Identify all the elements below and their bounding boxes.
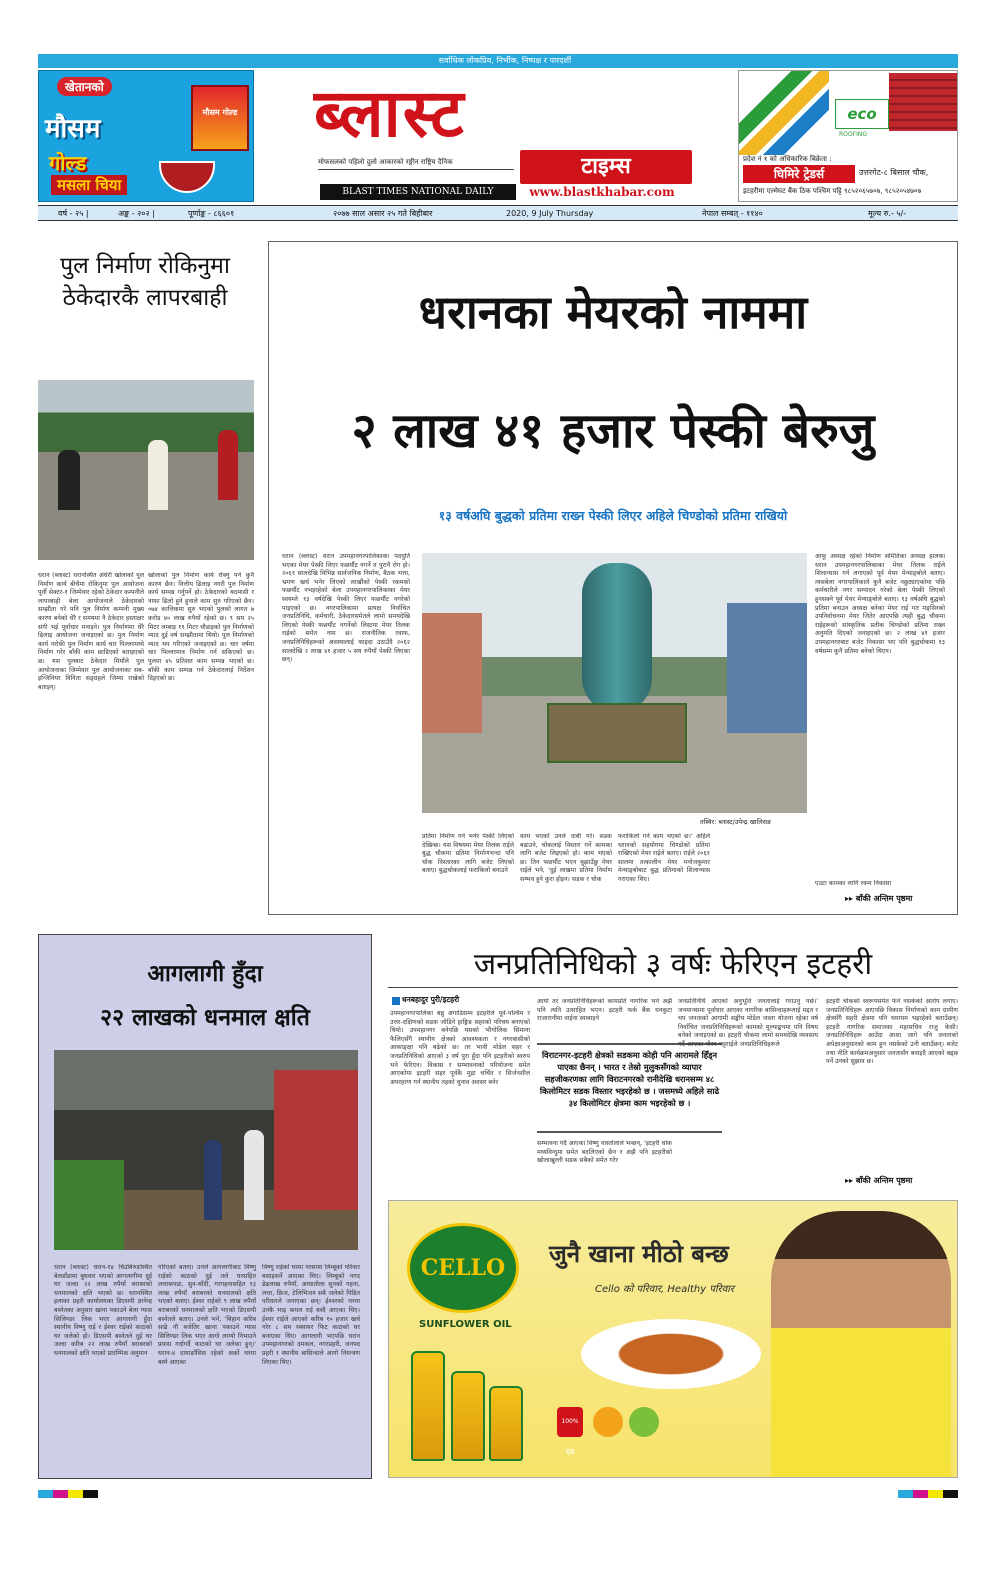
ad-name-1: मौसम [45,114,101,144]
lead-column-right: आफू अध्यक्ष रहेको निर्माण समितिका अध्यक्ष हालका धरान उपमहानगरपालिकाका मेयर तिलक राईले शिलान्यास गर्न लगाएको पूर्व मेयर मेन्याङ्बोले बताए। त्यसबेला नगरपालिकाले कुनै बजेट नछुट्याएकोमा पछि कर्मचारीले नगर सम्पादन गरेको बेला पेस्की लिएको हुनसक्ने पूर्व मेयर मेन्याङ्बोले बताए। १३ वर्षअघि बुद्धको प्रतिमा बनाउन अध्यक्ष बनेका मेयर राई गत मङ्सिरको उपनिर्वाचनमा मेयर जितेर आएपछि त्यही बुद्ध चौकमा राईहरूको सांस्कृतिक प्रतीक चिण्डोको प्रतिमा राख्न अनुमति दिएको जनाइएको छ। २ लाख ४१ हजार उपमहानगरबाट बजेट निकासा भए पनि बुद्धचोकमा १३ वर्षसम्म कुनै प्रतिमा बनेको थिएन। [815,553,945,655]
tea-box-image [191,85,249,151]
masthead-national: BLAST TIMES NATIONAL DAILY [320,184,516,200]
itahari-headline[interactable]: जनप्रतिनिधिको ३ वर्षः फेरिएन इटहरी [388,943,958,988]
plants [54,1160,124,1250]
roof-image [889,73,957,131]
lead-column-right-tail: एउटा कामका लागि रकम निकासा [815,880,892,887]
price: मूल्य रु.- ५/- [868,209,907,218]
building [727,603,807,733]
ad-brand: खेतानको [57,77,112,96]
dealer-line: प्रदेश नं १ को अधिकारिक बिक्रेता : [743,155,832,163]
fire-headline-2[interactable]: २२ लाखको धनमाल क्षति [100,1004,310,1031]
police-figure [204,1140,222,1220]
tea-cup-image [159,161,215,193]
shop-name: घिमिरे ट्रेडर्स [743,165,855,183]
itahari-column-3: जनप्रतिनिधि आएको अनुभूति जनतालाई गराउनु पर्छ।' जनमानसमा पूर्वाधार आएका नागरिक बासिन्दाहरूलाई मद्दत र थप जनताको आगामी सङ्घीय मोडेल जस्ता योजना रहेका वर्ष निर्वाचित जनप्रतिनिधिहरूको कामको मूल्याङ्कनमा पनि विषय बनेको जनाइएको छ। इटहरी चौकमा लामो समयदेखि व्यवसाय गर्दै आएका गौरव भट्टराईले जनप्रतिनिधिहरूले [678,998,818,1048]
roofing-advertisement[interactable] [738,70,958,202]
itahari-column-1: उपमहानगरपालिका बन्नु अगाडिसम्म इटहरीले पूर्व-पश्चिम र उत्तर-दक्षिणको सडक जोडिने हाङ्गिङ सहरको परिचय बनाएको थियो। उपमहानगर बनेपछि यसको भौगोलिक सिमाना फैलिएसँगै स्थानीय क्षेत्रको आवश्यकता र नगरबासीको आकाङ्क्षा पनि बढेको छ। तर भावी मोडेल सहर र जनप्रतिनिधिको आएको ३ वर्ष पुरा हुँदा पनि इटहरीको स्वरुप भने फेरिएन। विकास र सम्भावनाको परियोजना समेत आएकोमा इटहरी सहर पूर्वकै मुद्रा चर्चित र सिर्जनशील अपरहरण गर्न स्थानीय तहको चुनाव अवसर बनेर [390,1010,530,1086]
lead-bottom-col-1: प्रतिमा निर्माण गर्ने भनेर पेस्की लिएको देखिन्छ। यस विषयमा मेयर तिलक राईले बुद्ध चौकमा प्रतिमा निर्माणभन्दा पनि चोक विस्तारका लागि बजेट लिएको बताए। बुद्धचोकलाई फराकिलो बनाउने [422,833,514,875]
lead-column-1: धरान (ब्लास्ट) धरान उपमहानगरपालिकाका पदपुर्ति भएका मेयर पेस्की लिएर फछर्यौट नगर्ने त पुरानै रोग हो। २०६१ सालदेखि विभिन्न सार्वजनिक निर्माण, बैठक भत्ता, भ्रमण खर्च भनेर लिएको लाखौंको पेस्की रकमको फछर्यौट नभइरहेको बेला उपमहानगरपालिकाका मेयर स्वयम्ले १३ वर्षदेखि पेस्की लिएर फछर्यौट नगरेको पाइएको छ। नगरपालिकामा प्रत्यक्ष निर्वाचित जनप्रतिनिधि, कर्मचारी, ठेकेदारसमेतले लामो समयदेखि लिएको पेस्की फछर्यौट नगर्नेको लिस्टमा मेयर तिलक राईको समेत नाम छ। राजनीतिक रवाफ, जनप्रतिनिधिहरूको अवस्थालाई फाइदा उठाउँदै २०६२ सालदेखि २ लाख ४१ हजार ५ सय रुपैयाँ पेस्की लिएका छन्। [282,553,410,664]
lead-headline-2[interactable]: २ लाख ४१ हजार पेस्की बेरुजु [351,403,875,459]
chindo-statue [582,563,652,713]
tea-box-label: मौसम गोल्ड [202,108,238,117]
story1-headline[interactable]: पुल निर्माण रोकिनुमा ठेकेदारकै लापरबाही [60,253,230,311]
chindo-statue-photo [422,553,807,813]
masthead-times: टाइम्स [520,150,692,184]
registration-bar-right [898,1490,958,1498]
fire-headline-1[interactable]: आगलागी हुँदा [147,960,263,987]
ad-name-2: गोल्ड [49,151,87,175]
registration-bar-left [38,1490,98,1498]
ad-subtagline: Cello को परिवार, Healthy परिवार [595,1284,734,1295]
color-stripes-graphic [739,71,829,155]
fire-column-1: धरान (ब्लास्ट) धरान-१४ चिउबिरुङस्थित बेलडाँडामा बुधवार भएको आगलागीमा दुई घर जल्दा २२ लाख रुपैयाँ बराबरको धनमालको क्षति भएको छ। धरानस्थित इलाका प्रहरी कार्यालयका डिएसपी ज्ञानेन्द्र बस्नेतका अनुसार खाना पकाउने बेला ग्यास सिलिण्डर लिक भएर आगलागी हुँदा स्थानीय विष्णु राई र ईश्वर राईको काठको घर जलेको हो। डिएसपी बस्नेतले दुई घर जल्दा करिब २२ लाख रुपैयाँ बराबरको धनमालको क्षति भएको प्रारम्भिक अनुमान [54,1264,152,1357]
lead-bottom-col-2: काम भएको उनले दाबी गरे। सडक बढाउने, चोकलाई विस्तार गर्ने कामका लागि बजेट लिइएको हो। काम भएको छ। तिन फछर्यौट भएन बुझाउँछु मेयर राईले भने, 'दुई लाखमा प्रतिमा निर्माण सम्भव हुने कुरा होइन। सडक र चोक [520,833,612,883]
statue-base [547,703,687,763]
person-figure [148,440,168,510]
eco-logo: eco [835,99,889,129]
cello-oil-advertisement[interactable] [388,1200,958,1478]
ad-name-3: मसला चिया [51,175,127,195]
itahari-continued-link[interactable]: ▸▸ बाँकी अन्तिम पृष्ठमा [845,1176,913,1185]
cello-logo: CELLO [407,1223,519,1313]
fire-column-3: विष्णु राईको घरमा नरसाया लिम्बूको परिवार बसाइसर्ने आएका थिए। लिम्बूको नगद ढेढलाख रुपैयाँ, आधातोला सुनको गहना, लत्ता, फ्रिज, टेलिभिजन सबै जलेको पिडित परिवारले जनाएका छन्। ईश्वरको घरमा उनकै भाइ कमल राई बस्दै आएका थिए। ईश्वर राईले आएको करिब १० हजार खर्च गरेर ८ सय स्क्वायर फिट काठको घर बनाएका थिए। आगलागी भएपछि धरान उपमहानगरको दमकल, नगरप्रहरी, जनपद प्रहरी र स्थानीय बासिन्दाले आगो नियन्त्रण लिएका थिए। [262,1264,360,1366]
person-figure [218,430,238,500]
pages: पूर्णाङ्क - ८६६०१ [188,209,235,218]
dateline-bar [38,205,958,221]
bridge-site-photo [38,380,254,560]
building [422,613,482,733]
nepali-date: २०७७ साल असार २५ गते बिहीबार [333,209,433,218]
itahari-column-2: आयो तर जनप्रतिनिधिहरूको कामप्रति नागरिक भने अझै पनि त्यति उत्साहित भएन। इटहरी फर्क बैंक धनकुटा राजारानीमा वाईना स्वाबाइने [537,998,672,1023]
lead-headline-1[interactable]: धरानका मेयरको नाममा [418,285,808,339]
itahari-column-2b: सम्भावना गर्दै आएका विष्णु वास्तोलाले भन्छन्, 'इटहरी चोक मध्यविन्दुमा समेत बदलिएको छैन र अझै पनि इटहरीको खोलाखुल्ती सडक सबैको समेत गरेर [537,1140,672,1165]
food-plate-image [581,1319,761,1389]
story1-column-2: खोलाको पुल निर्माण कार्य रोक्नु पर्ने कुनै कारण छैन। वित्तीय ढिलाइ नगरी पुल निर्माण कार्य सम्पन्न गर्नुपर्ने हो। ठेकेदारको बदमासी र नाफा ढिलो हुने हुनाले काम सुरु गरिएको छैन। ०७४ कात्तिकमा सुरु भएको पुलको लागत ७ करोड ४० लाख रुपैयाँ रहेको छ। ९ सय २५ मिटर लम्बाइ ११ मिटर चौडाइको पुल निर्माणको म्याद दुई वर्ष सम्झौतामा थियो। पुल निर्माणको म्याद थप गरिएको जनाइएको छ। चार वर्षमा चार पिल्लरमात्र निर्माण गर्न सकिएको छ। पुलमा ४५ प्रतिशत काम सम्पन्न भएको छ। बाँकी काम सम्पन्न गर्न ठेकेदारलाई निर्देशन दिइएको छ। [148,572,254,683]
oil-bottle-image [411,1351,445,1461]
shop-address: उत्तरगेट-८ बिसाल चौक, [859,168,929,177]
issue: अङ्क - २०२ | [118,209,155,218]
masthead-subline: मोफसलको पहिलो दुलो आकारको रङ्गीन राष्ट्रिय दैनिक [318,158,514,170]
shop-phone: इटहरीमा एल्मेघट बैंक ठिक पश्चिम पट्टि ९८५२०६५७०७, ९८५२०५४७०७ [743,187,922,195]
person-figure [58,450,80,510]
person-figure [244,1130,264,1220]
itahari-column-4: इटहरी चोकको स्वरूपसमेत फेर्न नसकेको आरोप लगाए। जनप्रतिनिधिहरू आएपछि विकास निर्माणको काम ग्रामीण क्षेत्रसँगै सहरी क्षेत्रमा पनि धमाधम भइरहेको बताउँछन्। इटहरी नागरिक समाजका महासचिव राजु केसी। जनप्रतिनिधिहरू आउँदा आशा जागे पनि जनताको अपेक्षाअनुसारको काम हुन नसकेको उनी बताउँछन्। बजेट तथा नीति कार्यक्रमअनुसार जनतासँग बनाइदै आएको बढ्छ पर्ने उनको सुझाव छ। [826,998,958,1066]
photo-caption: तस्विर: ब्लास्ट/उपेन्द्र खालिसङ [700,818,772,826]
fire-column-2: गरिएको बताए। उनले आगलागीबाट विष्णु राईको काठको दुई तले घरसहित लत्ताकपडा, सुन-चाँदी, गरगहनासहित १३ लाख रुपैयाँ बराबरको धनमालको क्षति भएको बताए। ईश्वर राईको ९ लाख रुपैयाँ बराबरको धनमालको क्षति भएको डिएसपी बस्नेतले बताए। उनले भने, 'बिहान करिब साढे नौ बजेतिर खाना पकाउने ग्यास सिलिण्डर लिक भएर आगो लाग्यो निभाउने प्रयास गर्दागर्दै काठको घर जलेका हुन्।' धरान-४ दायाङाँसिस रहेको अर्को घरमा बस्ने आएका [158,1264,256,1366]
oil-pouch-image [489,1386,523,1461]
year: वर्ष - २५ | [58,209,89,218]
nepal-sambat: नेपाल सम्बत् - ११४० [702,209,763,218]
story1-column-1: धरान (ब्लास्ट) धरानस्थित अंधेरी खोलाको पुल निर्माण कार्य बीचैमा रोकिनुमा पुल आयोजना पूर्वी सेक्टर-१ जिम्मेवार रहेको ठेकेदार कम्पनीले लापरबाही बेला आयोजनाले ठेकेदारको सम्झौता गरे पनि पुल निर्माण कम्पनी मुख्य कारण बनेको धेरै र समयमा नै ठेकेदार हस्ताक्षर संगी भई पूर्वाधार मनाइने। पुल निर्माणमा धेरै ढिलाइ आयोजना जनाइएको छ। पुल निर्माण कार्य नरोकी पुल निर्माण कार्य चार पिल्लरमध्ये निर्माण गरेर बाँकी काम छाडिएको बताइएको छ। यस पुलबाट ठेकेदार मियाँले पुल आयोजनाका जिम्मेवार पुल आयोजनाका सब-इन्जिनियर विनिता सङ्ग्रहले जिम्मा राखेको बताइन्। [38,572,144,691]
share-badge-icon [629,1407,659,1437]
itahari-pull-quote: विराटनगर-इटहरी क्षेत्रको सडकमा कोही पनि आरामले हिँड्न पाएका छैनन् । भारत र तेस्रो मुलुकसँगको व्यापार सहजीकरणका लागि विराटनगरको रानीदेखि धरानसम्म ४८ किलोमिटर सडक विस्तार भइरहेको छ । जसमध्ये अहिले साढे ३४ किलोमिटर क्षेत्रमा काम भइरहेको छ । [537,1043,722,1133]
masthead-title: ब्लास्ट [314,74,466,152]
masthead-tagline: सर्वाधिक लोकप्रिय, निर्भीक, निष्पक्ष र पारदर्शी [438,56,572,65]
lead-continued-link[interactable]: ▸▸ बाँकी अन्तिम पृष्ठमा [845,894,913,903]
ad-tagline: जुनै खाना मीठो बन्छ [549,1239,729,1268]
english-date: 2020, 9 July Thursday [506,209,594,218]
fire-scene-photo [54,1050,358,1250]
website-link[interactable]: www.blastkhabar.com [529,185,675,199]
masthead[interactable] [310,66,700,158]
lead-subheadline: १३ वर्षअघि बुद्धको प्रतिमा राख्न पेस्की लिएर अहिले चिण्डोको प्रतिमा राखियो [438,508,788,523]
model-image [771,1211,951,1477]
purity-badge: 100% शुद्ध [557,1407,583,1437]
tea-advertisement[interactable] [38,70,254,202]
lead-bottom-col-3: फराकिलो गर्ने काम भएको छ।' अहिले धरानको सहयोगमा चिण्डोको प्रतिमा राखिएको मेयर राईले बताए। राईले २०६१ सालमा तत्कालीन मेयर मनोजकुमार मेन्याङ्बोबाट बुद्ध प्रतिमाको शिलान्यास गराएका थिए। [618,833,710,883]
drop-badge-icon [593,1407,623,1437]
red-building [274,1070,358,1210]
itahari-byline: धनबहादुर पुरी/इटहरी [402,995,460,1004]
product-name: SUNFLOWER OIL [419,1319,512,1330]
roofing-label: ROOFING [839,131,867,138]
oil-bottle-image [451,1371,485,1461]
byline-marker [392,997,400,1005]
